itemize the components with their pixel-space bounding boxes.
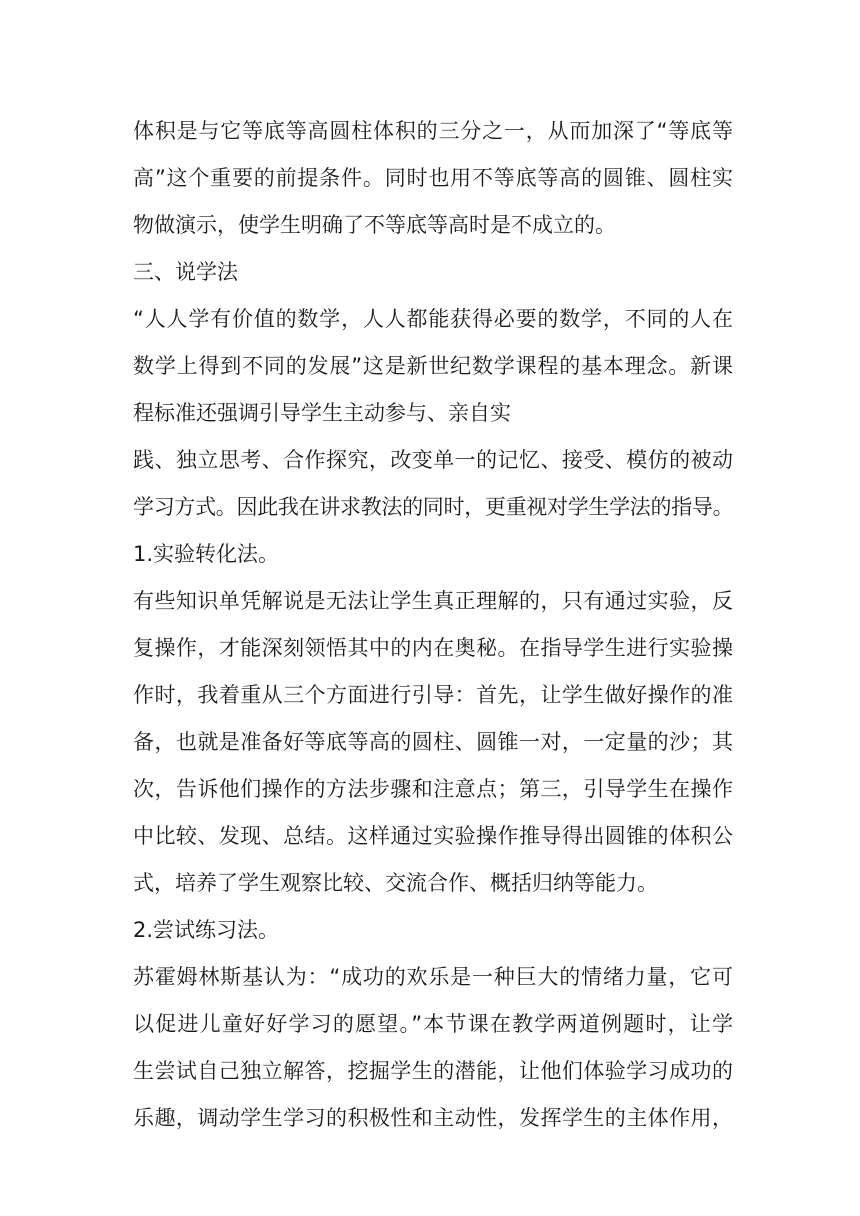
text-line: 体积是与它等底等高圆柱体积的三分之一，从而加深了“等底等 <box>133 119 733 143</box>
text-line: 数学上得到不同的发展”这是新世纪数学课程的基本理念。新课 <box>133 354 733 378</box>
text-line: 程标准还强调引导学生主动参与、亲自实 <box>133 401 511 425</box>
text-line: 乐趣，调动学生学习的积极性和主动性，发挥学生的主体作用， <box>133 1106 733 1130</box>
text-line: 次，告诉他们操作的方法步骤和注意点；第三，引导学生在操作 <box>133 777 733 801</box>
text-line: 中比较、发现、总结。这样通过实验操作推导得出圆锥的体积公 <box>133 824 733 848</box>
text-line: 学习方式。因此我在讲求教法的同时，更重视对学生学法的指导。 <box>133 495 734 519</box>
text-line: 高”这个重要的前提条件。同时也用不等底等高的圆锥、圆柱实 <box>133 166 733 190</box>
text-line: 有些知识单凭解说是无法让学生真正理解的，只有通过实验，反 <box>133 589 733 613</box>
text-line: 备，也就是准备好等底等高的圆柱、圆锥一对，一定量的沙；其 <box>133 730 733 754</box>
text-line: 践、独立思考、合作探究，改变单一的记忆、接受、模仿的被动 <box>133 448 733 472</box>
document-body <box>133 108 733 1142</box>
text-line: 生尝试自己独立解答，挖掘学生的潜能，让他们体验学习成功的 <box>133 1059 733 1083</box>
text-line: 苏霍姆林斯基认为：“成功的欢乐是一种巨大的情绪力量，它可 <box>133 965 733 989</box>
text-line: 物做演示，使学生明确了不等底等高时是不成立的。 <box>133 213 616 237</box>
subsection-heading: 2.尝试练习法。 <box>133 918 280 942</box>
text-line: 作时，我着重从三个方面进行引导：首先，让学生做好操作的准 <box>133 683 733 707</box>
text-line: “人人学有价值的数学，人人都能获得必要的数学，不同的人在 <box>133 307 733 331</box>
text-line: 复操作，才能深刻领悟其中的内在奥秘。在指导学生进行实验操 <box>133 636 733 660</box>
text-line: 以促进儿童好好学习的愿望。”本节课在教学两道例题时，让学 <box>133 1012 733 1036</box>
section-heading: 三、说学法 <box>133 260 238 284</box>
text-line: 式，培养了学生观察比较、交流合作、概括归纳等能力。 <box>133 871 658 895</box>
subsection-heading: 1.实验转化法。 <box>133 542 280 566</box>
